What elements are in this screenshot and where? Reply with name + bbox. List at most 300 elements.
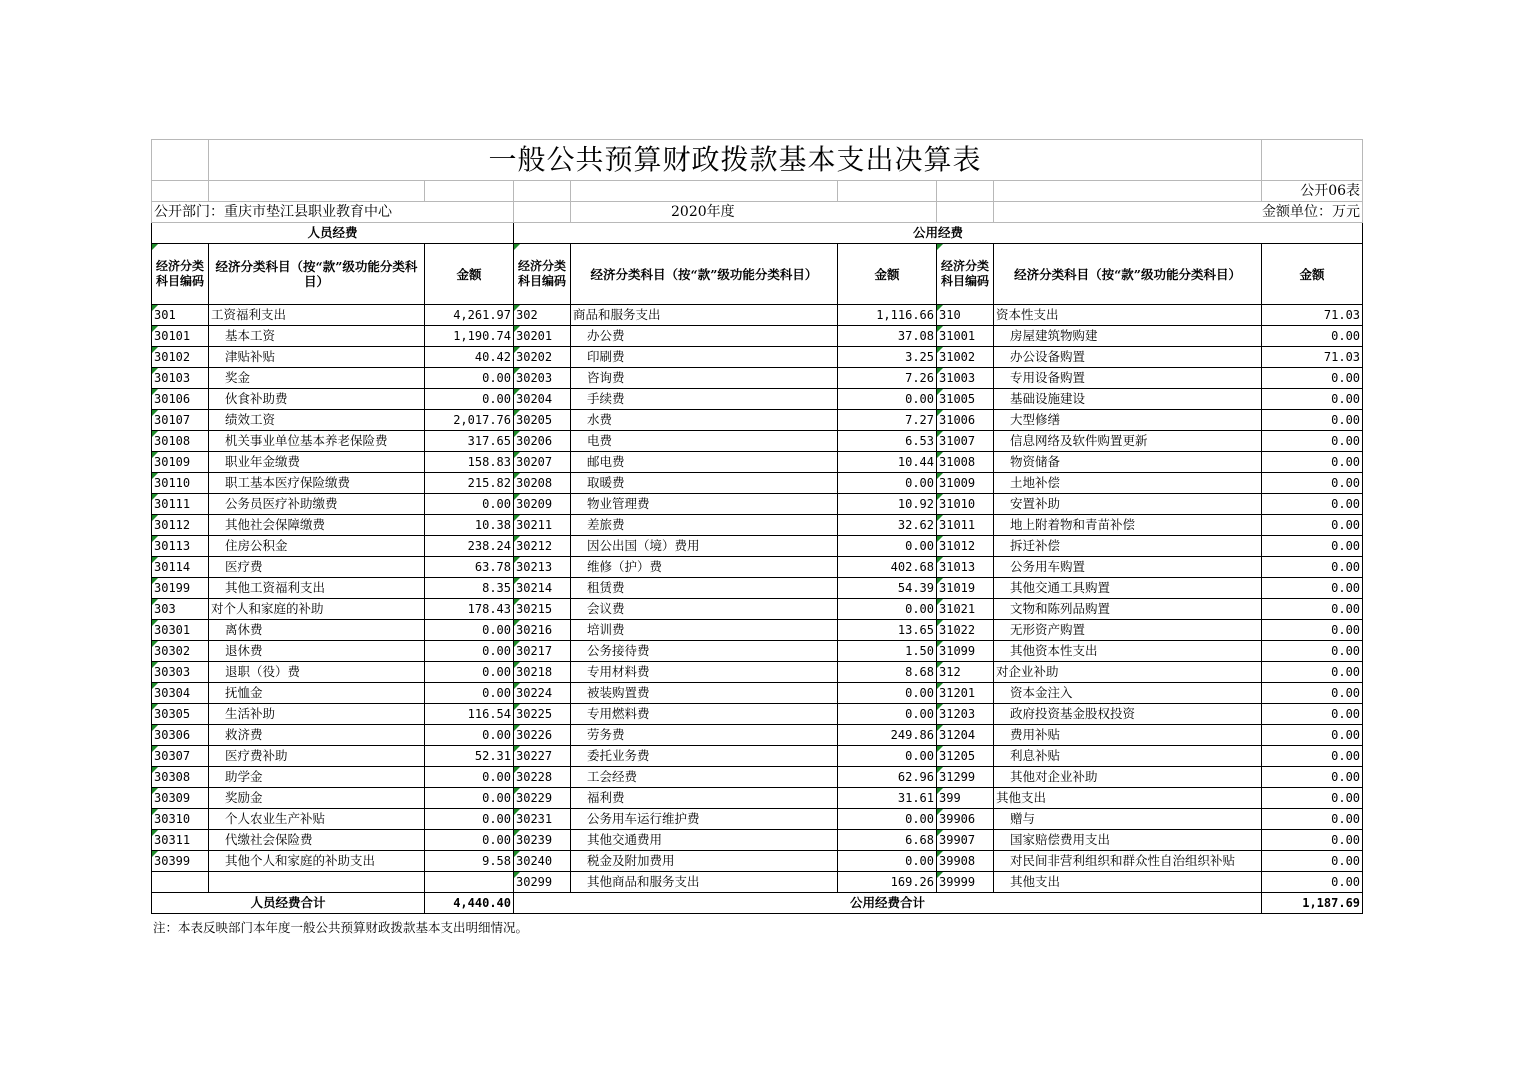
- header-name: 经济分类科目（按“款”级功能分类科目）: [994, 244, 1262, 305]
- row-name: 物资储备: [994, 452, 1262, 473]
- row-amount: 40.42: [425, 347, 514, 368]
- row-amount: 62.96: [838, 767, 937, 788]
- row-amount: 7.26: [838, 368, 937, 389]
- row-amount: 0.00: [1262, 851, 1363, 872]
- row-name: 费用补贴: [994, 725, 1262, 746]
- row-name: 离休费: [209, 620, 425, 641]
- table-row: [152, 683, 1363, 704]
- row-code: 30204: [514, 389, 571, 410]
- row-code: 30227: [514, 746, 571, 767]
- row-name: 资本金注入: [994, 683, 1262, 704]
- header-code: 经济分类科目编码: [514, 244, 571, 305]
- public-total-value: 1,187.69: [1262, 893, 1363, 914]
- row-name: 专用燃料费: [571, 704, 838, 725]
- row-code: 30304: [152, 683, 209, 704]
- public-section-header: 公用经费: [514, 223, 1363, 244]
- header-amount: 金额: [838, 244, 937, 305]
- row-code: 30202: [514, 347, 571, 368]
- personnel-section-header: 人员经费: [152, 223, 514, 244]
- row-amount: 6.53: [838, 431, 937, 452]
- row-amount: 0.00: [1262, 515, 1363, 536]
- row-code: 30231: [514, 809, 571, 830]
- row-code: 30101: [152, 326, 209, 347]
- row-name: 邮电费: [571, 452, 838, 473]
- row-amount: 0.00: [1262, 557, 1363, 578]
- row-name: 咨询费: [571, 368, 838, 389]
- row-code: 310: [937, 305, 994, 326]
- row-code: 30201: [514, 326, 571, 347]
- row-amount: 0.00: [425, 368, 514, 389]
- row-name: 被装购置费: [571, 683, 838, 704]
- row-amount: 3.25: [838, 347, 937, 368]
- row-code: 39908: [937, 851, 994, 872]
- row-amount: 0.00: [1262, 641, 1363, 662]
- row-name: 利息补贴: [994, 746, 1262, 767]
- row-amount: 0.00: [1262, 767, 1363, 788]
- row-name: 救济费: [209, 725, 425, 746]
- row-name: 房屋建筑物购建: [994, 326, 1262, 347]
- row-name: 个人农业生产补贴: [209, 809, 425, 830]
- row-name: 培训费: [571, 620, 838, 641]
- row-name: 公务用车购置: [994, 557, 1262, 578]
- row-name: 专用材料费: [571, 662, 838, 683]
- row-amount: 6.68: [838, 830, 937, 851]
- row-code: 30114: [152, 557, 209, 578]
- table-row: [152, 452, 1363, 473]
- row-amount: 0.00: [1262, 452, 1363, 473]
- table-row: [152, 473, 1363, 494]
- row-name: 会议费: [571, 599, 838, 620]
- table-row: [152, 599, 1363, 620]
- row-amount: 158.83: [425, 452, 514, 473]
- row-name: 文物和陈列品购置: [994, 599, 1262, 620]
- row-name: 手续费: [571, 389, 838, 410]
- row-name: 其他对企业补助: [994, 767, 1262, 788]
- row-code: 30212: [514, 536, 571, 557]
- row-code: 31021: [937, 599, 994, 620]
- row-code: 312: [937, 662, 994, 683]
- row-code: 30310: [152, 809, 209, 830]
- row-name: 退休费: [209, 641, 425, 662]
- row-amount: 0.00: [1262, 788, 1363, 809]
- row-code: 30102: [152, 347, 209, 368]
- row-name: 伙食补助费: [209, 389, 425, 410]
- row-name: 其他社会保障缴费: [209, 515, 425, 536]
- row-name: 其他支出: [994, 788, 1262, 809]
- row-amount: 0.00: [1262, 872, 1363, 893]
- row-name: 公务员医疗补助缴费: [209, 494, 425, 515]
- row-amount: 37.08: [838, 326, 937, 347]
- row-amount: 0.00: [1262, 389, 1363, 410]
- row-amount: 0.00: [425, 641, 514, 662]
- row-name: 取暖费: [571, 473, 838, 494]
- row-amount: 0.00: [838, 746, 937, 767]
- row-amount: 0.00: [1262, 746, 1363, 767]
- row-amount: 0.00: [1262, 809, 1363, 830]
- row-code: 30239: [514, 830, 571, 851]
- row-code: 30111: [152, 494, 209, 515]
- row-name: 福利费: [571, 788, 838, 809]
- header-name: 经济分类科目（按“款”级功能分类科目）: [571, 244, 838, 305]
- row-code: 30305: [152, 704, 209, 725]
- header-amount: 金额: [425, 244, 514, 305]
- table-row: [152, 704, 1363, 725]
- row-code: 31299: [937, 767, 994, 788]
- row-amount: 0.00: [1262, 473, 1363, 494]
- row-name: 资本性支出: [994, 305, 1262, 326]
- row-name: 机关事业单位基本养老保险费: [209, 431, 425, 452]
- row-code: 30311: [152, 830, 209, 851]
- table-row: [152, 326, 1363, 347]
- public-total-label: 公用经费合计: [514, 893, 1262, 914]
- row-code: 31007: [937, 431, 994, 452]
- row-name: 公务接待费: [571, 641, 838, 662]
- row-code: 31012: [937, 536, 994, 557]
- row-amount: 0.00: [1262, 599, 1363, 620]
- row-code: 30108: [152, 431, 209, 452]
- page-title: 一般公共预算财政拨款基本支出决算表: [209, 140, 1262, 181]
- row-name: 医疗费补助: [209, 746, 425, 767]
- row-amount: 169.26: [838, 872, 937, 893]
- row-amount: 0.00: [838, 851, 937, 872]
- row-code: 31019: [937, 578, 994, 599]
- row-name: 其他交通费用: [571, 830, 838, 851]
- row-code: 31201: [937, 683, 994, 704]
- row-name: 工资福利支出: [209, 305, 425, 326]
- row-amount: 0.00: [1262, 326, 1363, 347]
- row-name: 安置补助: [994, 494, 1262, 515]
- row-code: 30205: [514, 410, 571, 431]
- row-amount: 13.65: [838, 620, 937, 641]
- row-code: 30306: [152, 725, 209, 746]
- table-row: [152, 347, 1363, 368]
- row-name: 对民间非营利组织和群众性自治组织补贴: [994, 851, 1262, 872]
- row-name: 土地补偿: [994, 473, 1262, 494]
- row-code: 31002: [937, 347, 994, 368]
- table-row: [152, 851, 1363, 872]
- row-amount: 0.00: [1262, 431, 1363, 452]
- row-amount: 0.00: [425, 767, 514, 788]
- row-code: 30218: [514, 662, 571, 683]
- row-code: 30213: [514, 557, 571, 578]
- row-amount: 116.54: [425, 704, 514, 725]
- row-name: 基础设施建设: [994, 389, 1262, 410]
- row-code: 31010: [937, 494, 994, 515]
- row-amount: 317.65: [425, 431, 514, 452]
- row-name: 维修（护）费: [571, 557, 838, 578]
- row-name: 职业年金缴费: [209, 452, 425, 473]
- row-code: 30226: [514, 725, 571, 746]
- row-name: 物业管理费: [571, 494, 838, 515]
- row-amount: 0.00: [1262, 578, 1363, 599]
- row-amount: 54.39: [838, 578, 937, 599]
- row-code: 30211: [514, 515, 571, 536]
- row-code: 30109: [152, 452, 209, 473]
- row-name: 其他支出: [994, 872, 1262, 893]
- row-name: 基本工资: [209, 326, 425, 347]
- row-name: 奖励金: [209, 788, 425, 809]
- row-name: 电费: [571, 431, 838, 452]
- table-row: [152, 305, 1363, 326]
- table-row: [152, 809, 1363, 830]
- row-code: 30301: [152, 620, 209, 641]
- fiscal-year: 2020年度: [571, 202, 937, 223]
- row-code: 30107: [152, 410, 209, 431]
- row-name: 公务用车运行维护费: [571, 809, 838, 830]
- row-code: 301: [152, 305, 209, 326]
- row-code: 31099: [937, 641, 994, 662]
- row-amount: 1,116.66: [838, 305, 937, 326]
- row-code: 31204: [937, 725, 994, 746]
- table-row: [152, 557, 1363, 578]
- row-name: 生活补助: [209, 704, 425, 725]
- row-amount: 0.00: [425, 494, 514, 515]
- row-name: 其他个人和家庭的补助支出: [209, 851, 425, 872]
- table-row: [152, 767, 1363, 788]
- table-row: [152, 662, 1363, 683]
- row-code: 30208: [514, 473, 571, 494]
- table-row: [152, 431, 1363, 452]
- row-name: 办公费: [571, 326, 838, 347]
- row-code: 30106: [152, 389, 209, 410]
- row-amount: 0.00: [425, 662, 514, 683]
- row-code: 302: [514, 305, 571, 326]
- row-name: 水费: [571, 410, 838, 431]
- row-amount: 9.58: [425, 851, 514, 872]
- row-code: 30307: [152, 746, 209, 767]
- row-code: 30215: [514, 599, 571, 620]
- row-name: 国家赔偿费用支出: [994, 830, 1262, 851]
- row-amount: 0.00: [1262, 494, 1363, 515]
- row-name: 抚恤金: [209, 683, 425, 704]
- row-name: 津贴补贴: [209, 347, 425, 368]
- row-amount: 10.92: [838, 494, 937, 515]
- row-code: 31009: [937, 473, 994, 494]
- row-amount: 0.00: [1262, 620, 1363, 641]
- row-amount: 2,017.76: [425, 410, 514, 431]
- table-row: [152, 389, 1363, 410]
- row-code: 30228: [514, 767, 571, 788]
- row-amount: 0.00: [425, 725, 514, 746]
- row-code: 30240: [514, 851, 571, 872]
- table-row: [152, 620, 1363, 641]
- row-name: 政府投资基金股权投资: [994, 704, 1262, 725]
- row-code: 30112: [152, 515, 209, 536]
- row-name: 专用设备购置: [994, 368, 1262, 389]
- row-code: 399: [937, 788, 994, 809]
- row-name: 其他资本性支出: [994, 641, 1262, 662]
- row-code: 30209: [514, 494, 571, 515]
- table-row: [152, 578, 1363, 599]
- row-code: 30303: [152, 662, 209, 683]
- row-code: 30224: [514, 683, 571, 704]
- table-row: [152, 641, 1363, 662]
- row-name: 工会经费: [571, 767, 838, 788]
- row-name: 其他工资福利支出: [209, 578, 425, 599]
- row-code: [152, 872, 209, 893]
- row-name: 税金及附加费用: [571, 851, 838, 872]
- row-amount: 0.00: [838, 536, 937, 557]
- row-amount: 0.00: [1262, 410, 1363, 431]
- row-amount: 238.24: [425, 536, 514, 557]
- row-amount: 0.00: [838, 809, 937, 830]
- row-code: 30216: [514, 620, 571, 641]
- row-code: 30207: [514, 452, 571, 473]
- row-name: 劳务费: [571, 725, 838, 746]
- row-amount: 52.31: [425, 746, 514, 767]
- row-code: 30299: [514, 872, 571, 893]
- row-name: 绩效工资: [209, 410, 425, 431]
- row-code: 30110: [152, 473, 209, 494]
- row-amount: 0.00: [1262, 725, 1363, 746]
- row-amount: 10.44: [838, 452, 937, 473]
- amount-unit: 金额单位：万元: [994, 202, 1363, 223]
- row-name: 委托业务费: [571, 746, 838, 767]
- row-code: 31003: [937, 368, 994, 389]
- row-amount: 178.43: [425, 599, 514, 620]
- row-name: 助学金: [209, 767, 425, 788]
- row-code: 30103: [152, 368, 209, 389]
- row-code: 30399: [152, 851, 209, 872]
- row-amount: 0.00: [425, 620, 514, 641]
- personnel-total-label: 人员经费合计: [152, 893, 425, 914]
- header-amount: 金额: [1262, 244, 1363, 305]
- row-name: 信息网络及软件购置更新: [994, 431, 1262, 452]
- row-name: 办公设备购置: [994, 347, 1262, 368]
- row-name: [209, 872, 425, 893]
- row-name: 其他交通工具购置: [994, 578, 1262, 599]
- row-amount: 1.50: [838, 641, 937, 662]
- table-number: 公开06表: [1262, 181, 1363, 202]
- row-code: 30113: [152, 536, 209, 557]
- row-name: 租赁费: [571, 578, 838, 599]
- row-amount: 1,190.74: [425, 326, 514, 347]
- row-name: 对企业补助: [994, 662, 1262, 683]
- row-amount: 0.00: [425, 809, 514, 830]
- row-amount: 0.00: [838, 473, 937, 494]
- row-code: 30217: [514, 641, 571, 662]
- row-amount: 71.03: [1262, 347, 1363, 368]
- row-name: 职工基本医疗保险缴费: [209, 473, 425, 494]
- table-row: [152, 872, 1363, 893]
- row-code: 31203: [937, 704, 994, 725]
- row-code: 30225: [514, 704, 571, 725]
- row-amount: 215.82: [425, 473, 514, 494]
- row-amount: 0.00: [838, 704, 937, 725]
- table-row: [152, 410, 1363, 431]
- row-name: 地上附着物和青苗补偿: [994, 515, 1262, 536]
- table-row: [152, 788, 1363, 809]
- row-amount: 0.00: [425, 389, 514, 410]
- row-name: 拆迁补偿: [994, 536, 1262, 557]
- row-amount: 0.00: [838, 683, 937, 704]
- row-amount: 63.78: [425, 557, 514, 578]
- row-amount: 0.00: [1262, 830, 1363, 851]
- budget-sheet: [151, 139, 1362, 914]
- row-amount: 32.62: [838, 515, 937, 536]
- row-amount: 8.68: [838, 662, 937, 683]
- row-code: 39999: [937, 872, 994, 893]
- row-code: 31022: [937, 620, 994, 641]
- row-code: 303: [152, 599, 209, 620]
- row-name: 差旅费: [571, 515, 838, 536]
- header-code: 经济分类科目编码: [937, 244, 994, 305]
- row-amount: 71.03: [1262, 305, 1363, 326]
- row-amount: 0.00: [1262, 536, 1363, 557]
- row-amount: [425, 872, 514, 893]
- row-name: 住房公积金: [209, 536, 425, 557]
- row-code: 31011: [937, 515, 994, 536]
- row-amount: 0.00: [1262, 368, 1363, 389]
- row-name: 代缴社会保险费: [209, 830, 425, 851]
- row-code: 30199: [152, 578, 209, 599]
- row-code: 31006: [937, 410, 994, 431]
- row-amount: 249.86: [838, 725, 937, 746]
- row-amount: 0.00: [838, 599, 937, 620]
- row-code: 39907: [937, 830, 994, 851]
- row-amount: 31.61: [838, 788, 937, 809]
- row-code: 39906: [937, 809, 994, 830]
- row-code: 31013: [937, 557, 994, 578]
- table-row: [152, 830, 1363, 851]
- row-code: 31001: [937, 326, 994, 347]
- row-name: 赠与: [994, 809, 1262, 830]
- row-name: 无形资产购置: [994, 620, 1262, 641]
- row-name: 商品和服务支出: [571, 305, 838, 326]
- row-amount: 402.68: [838, 557, 937, 578]
- row-amount: 0.00: [425, 788, 514, 809]
- row-amount: 8.35: [425, 578, 514, 599]
- row-code: 31005: [937, 389, 994, 410]
- personnel-total-value: 4,440.40: [425, 893, 514, 914]
- row-code: 31205: [937, 746, 994, 767]
- row-code: 30206: [514, 431, 571, 452]
- row-code: 30229: [514, 788, 571, 809]
- header-code: 经济分类科目编码: [152, 244, 209, 305]
- department-label: 公开部门：重庆市垫江县职业教育中心: [152, 202, 514, 223]
- row-amount: 7.27: [838, 410, 937, 431]
- row-name: 大型修缮: [994, 410, 1262, 431]
- row-code: 30203: [514, 368, 571, 389]
- table-row: [152, 536, 1363, 557]
- row-name: 奖金: [209, 368, 425, 389]
- table-row: [152, 725, 1363, 746]
- row-amount: 0.00: [1262, 683, 1363, 704]
- row-code: 30308: [152, 767, 209, 788]
- row-code: 30309: [152, 788, 209, 809]
- row-code: 30214: [514, 578, 571, 599]
- row-name: 其他商品和服务支出: [571, 872, 838, 893]
- row-amount: 0.00: [1262, 662, 1363, 683]
- row-amount: 0.00: [425, 683, 514, 704]
- row-amount: 10.38: [425, 515, 514, 536]
- row-name: 印刷费: [571, 347, 838, 368]
- row-amount: 0.00: [425, 830, 514, 851]
- row-name: 对个人和家庭的补助: [209, 599, 425, 620]
- header-name: 经济分类科目（按“款”级功能分类科目）: [209, 244, 425, 305]
- row-code: 30302: [152, 641, 209, 662]
- table-row: [152, 515, 1363, 536]
- table-row: [152, 368, 1363, 389]
- row-code: 31008: [937, 452, 994, 473]
- row-name: 因公出国（境）费用: [571, 536, 838, 557]
- table-row: [152, 494, 1363, 515]
- expenditure-table: [151, 139, 1363, 914]
- footnote: 注：本表反映部门本年度一般公共预算财政拨款基本支出明细情况。: [153, 920, 529, 935]
- table-row: [152, 746, 1363, 767]
- row-name: 退职（役）费: [209, 662, 425, 683]
- row-amount: 0.00: [1262, 704, 1363, 725]
